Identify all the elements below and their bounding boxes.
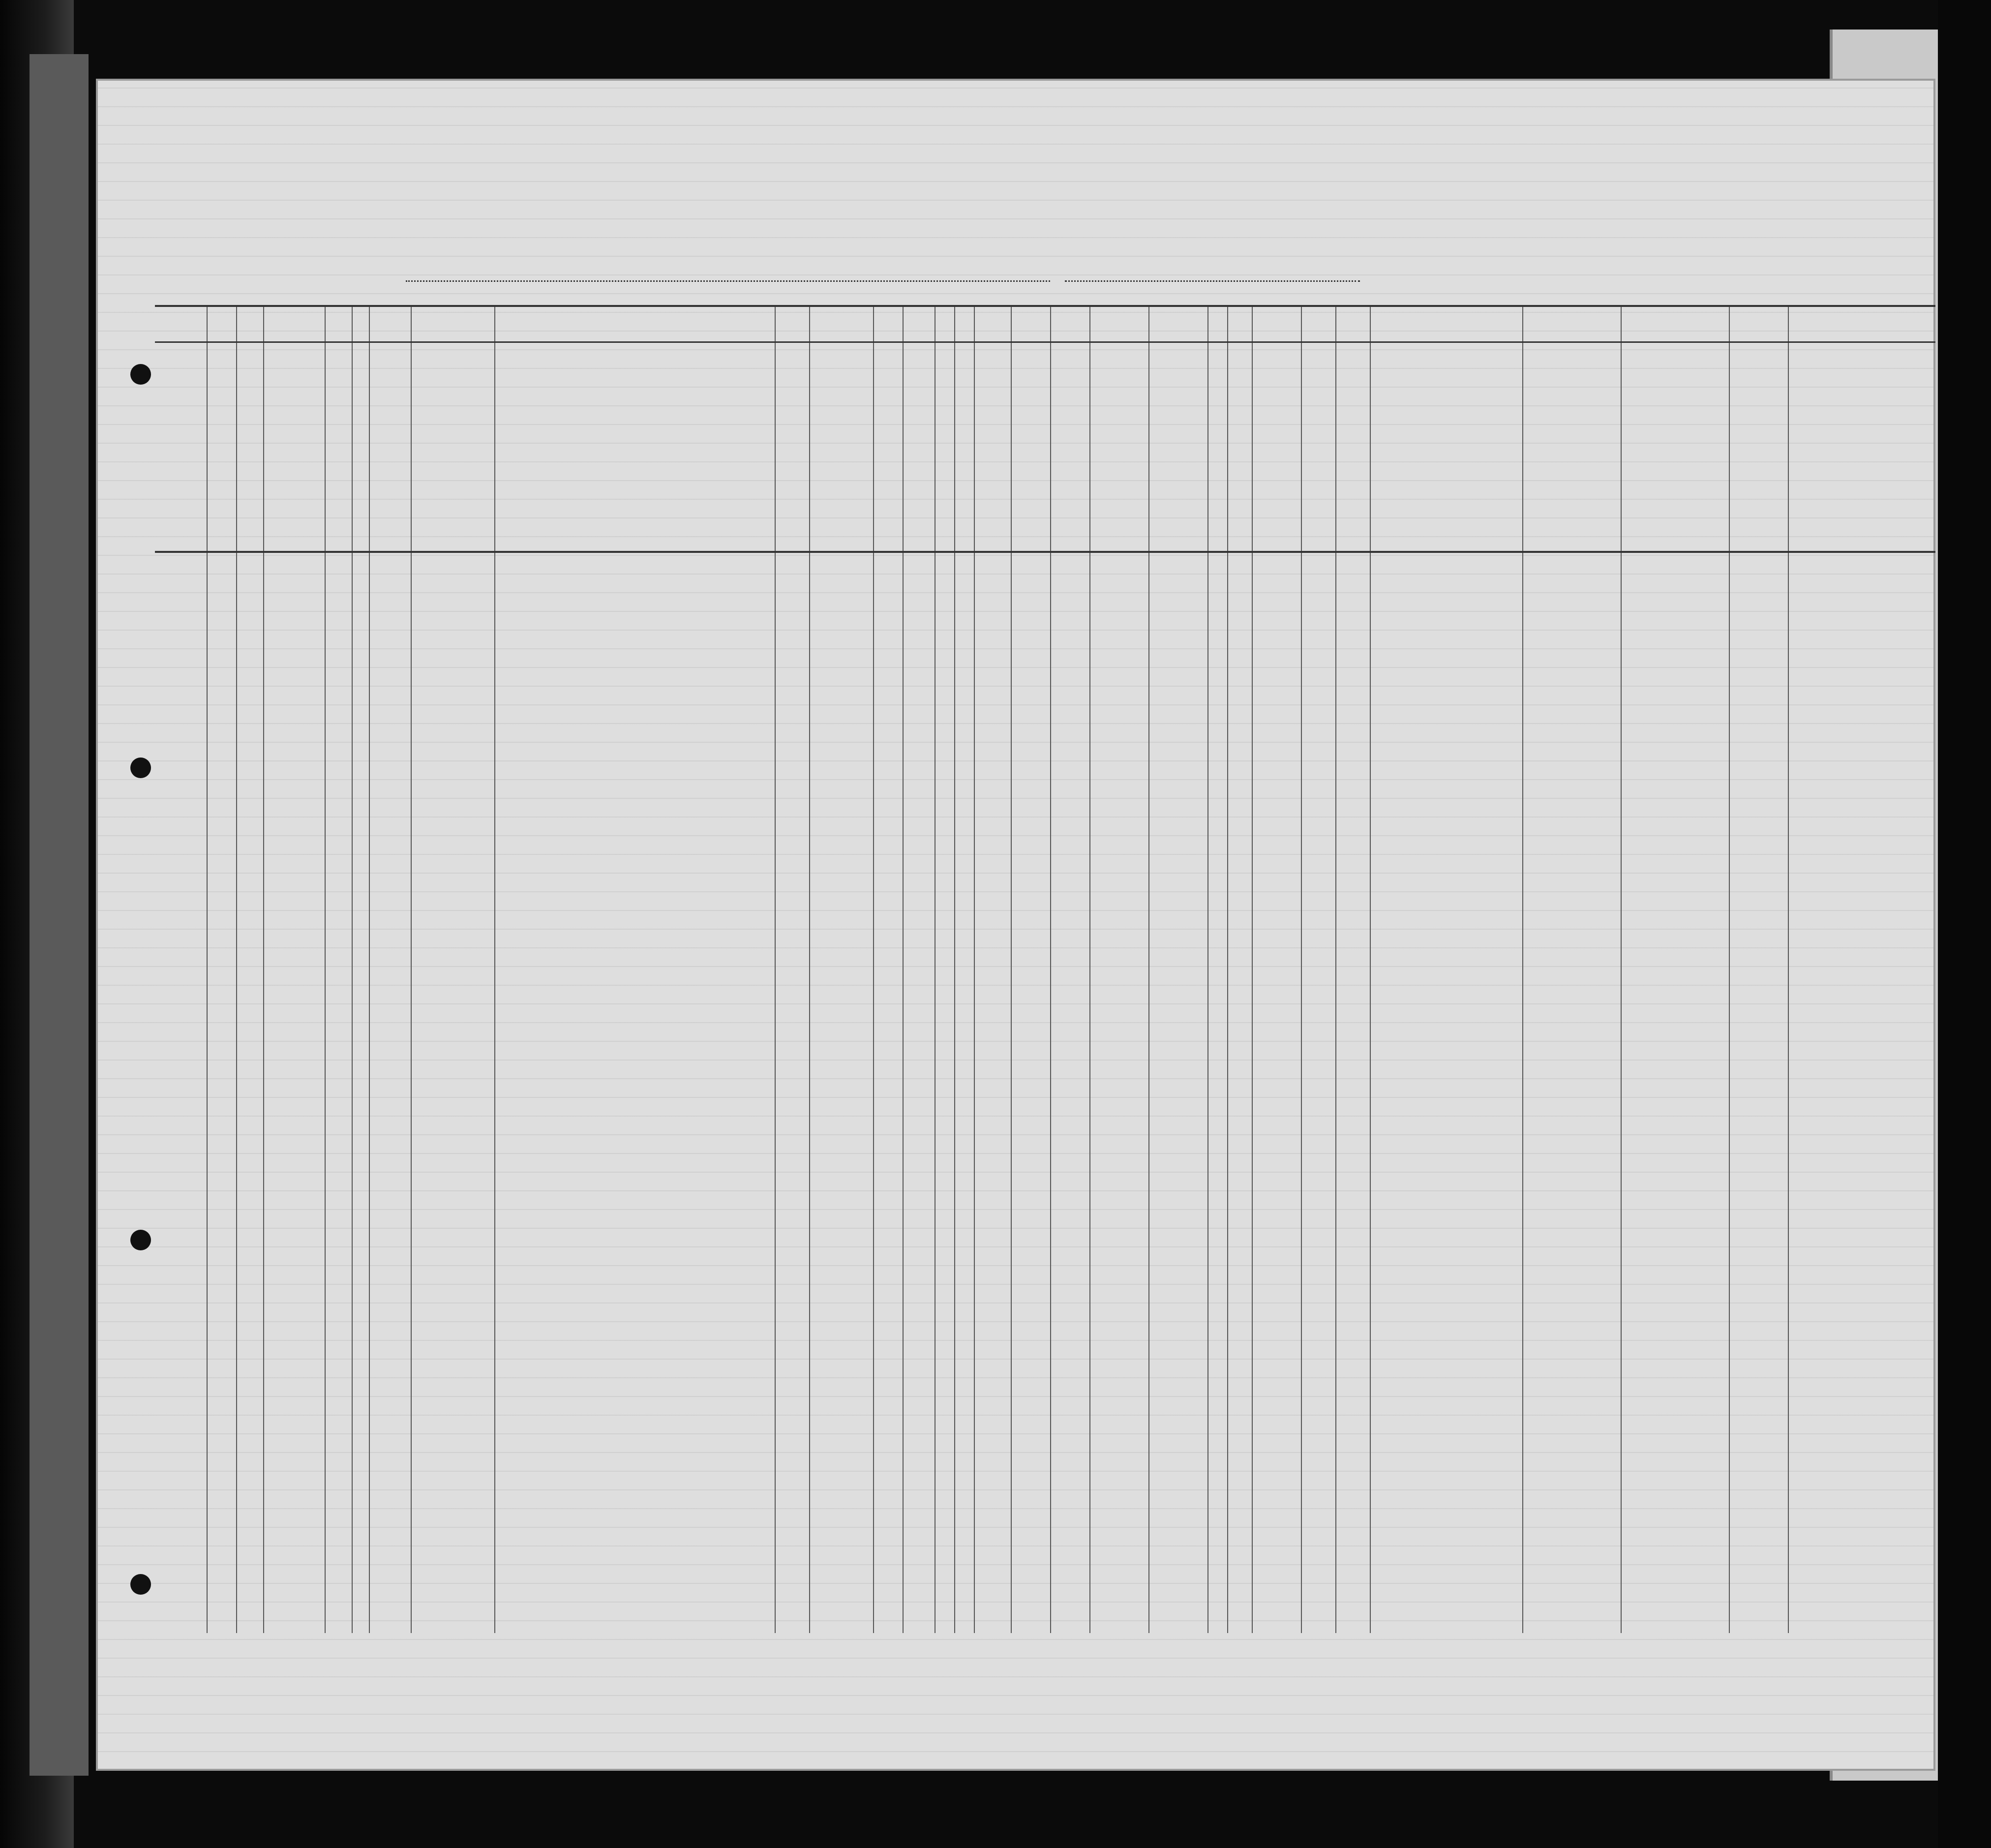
punch-hole [130, 1230, 151, 1250]
punch-hole [130, 1574, 151, 1595]
punch-hole [130, 364, 151, 385]
list-number [1508, 108, 1522, 139]
column-headers [155, 339, 1935, 553]
column-number-row [155, 305, 1935, 343]
previous-page-edge [30, 54, 89, 1776]
arrival-line [155, 256, 1630, 295]
manifest-sheet [96, 79, 1935, 1771]
punch-hole [130, 757, 151, 778]
scan-border-right [1938, 0, 1991, 1848]
